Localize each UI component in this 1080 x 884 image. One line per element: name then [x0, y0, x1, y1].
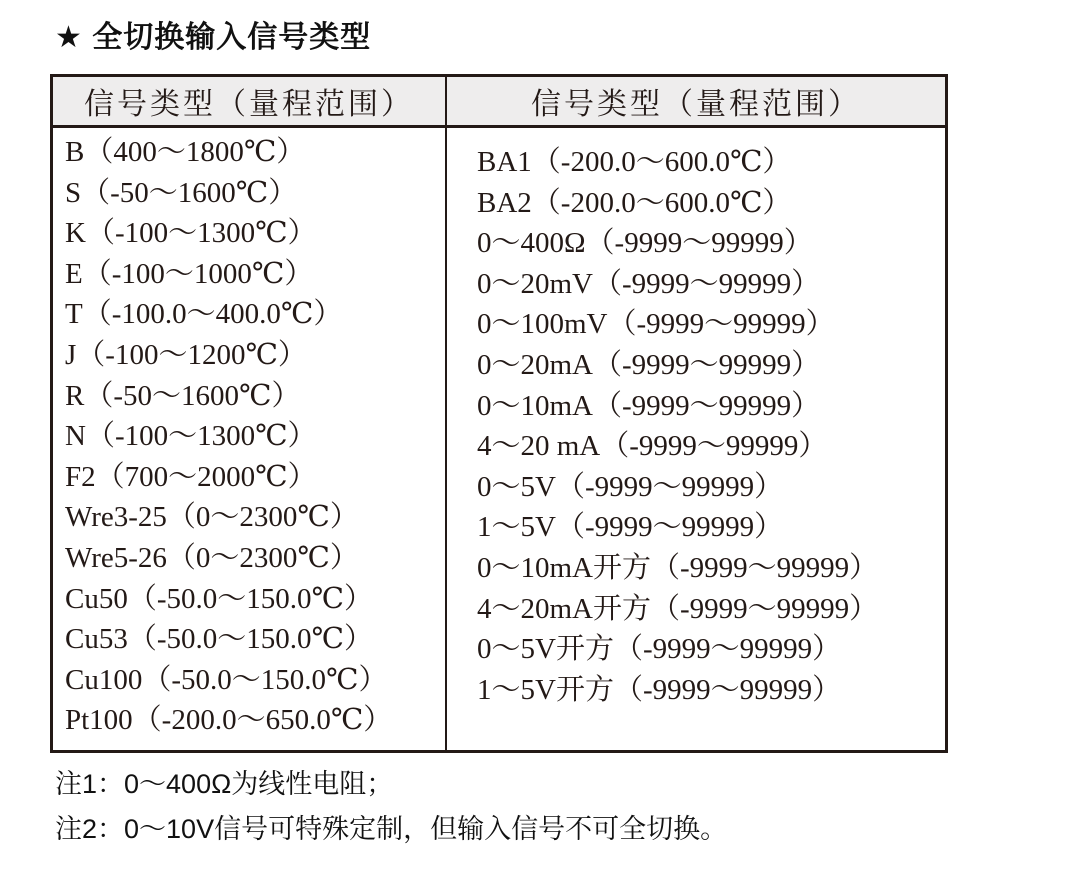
page-title: ★ 全切换输入信号类型 — [55, 21, 372, 54]
signal-item: 0～100mV（-9999～99999） — [477, 308, 835, 341]
signal-item: 0～20mV（-9999～99999） — [477, 267, 821, 300]
signal-table — [50, 74, 948, 753]
signal-item: F2（700～2000℃） — [65, 460, 317, 493]
signal-item: R（-50～1600℃） — [65, 379, 301, 412]
signal-item: N（-100～1300℃） — [65, 420, 317, 453]
table-column-thermocouple — [53, 128, 445, 750]
signal-item: 0～10mA（-9999～99999） — [477, 389, 821, 422]
signal-item: 0～10mA开方（-9999～99999） — [477, 551, 879, 584]
signal-item: 4～20mA开方（-9999～99999） — [477, 592, 879, 625]
signal-item: Cu100（-50.0～150.0℃） — [65, 663, 388, 696]
signal-item: 0～5V（-9999～99999） — [477, 470, 784, 503]
table-header-row — [53, 77, 945, 128]
signal-item: BA2（-200.0～600.0℃） — [477, 186, 792, 219]
signal-item: BA1（-200.0～600.0℃） — [477, 146, 792, 178]
signal-item: 1～5V（-9999～99999） — [477, 511, 784, 544]
signal-item: 4～20 mA（-9999～99999） — [477, 430, 828, 463]
table-header-left: 信号类型（量程范围） — [84, 88, 414, 121]
signal-item: Wre5-26（0～2300℃） — [65, 541, 359, 574]
table-header-right: 信号类型（量程范围） — [445, 77, 945, 125]
table-body — [53, 128, 945, 750]
signal-item: B（400～1800℃） — [65, 136, 306, 168]
signal-item: T（-100.0～400.0℃） — [65, 298, 343, 331]
signal-item: Pt100（-200.0～650.0℃） — [65, 704, 393, 737]
signal-item: 1～5V开方（-9999～99999） — [477, 673, 842, 706]
signal-item: K（-100～1300℃） — [65, 217, 317, 250]
signal-item: Cu50（-50.0～150.0℃） — [65, 582, 373, 615]
signal-item: J（-100～1200℃） — [65, 338, 307, 371]
note-2: 注2：0～10V信号可特殊定制，但输入信号不可全切换。 — [55, 814, 728, 844]
signal-item: 0～5V开方（-9999～99999） — [477, 633, 842, 666]
signal-item: 0～20mA（-9999～99999） — [477, 348, 821, 381]
signal-item: E（-100～1000℃） — [65, 257, 314, 290]
signal-item: S（-50～1600℃） — [65, 176, 298, 209]
note-1: 注1：0～400Ω为线性电阻； — [55, 769, 394, 799]
signal-item: Wre3-25（0～2300℃） — [65, 501, 359, 534]
footnotes — [55, 762, 727, 852]
signal-item: Cu53（-50.0～150.0℃） — [65, 623, 373, 656]
table-column-linear — [445, 128, 945, 750]
signal-item: 0～400Ω（-9999～99999） — [477, 227, 813, 260]
